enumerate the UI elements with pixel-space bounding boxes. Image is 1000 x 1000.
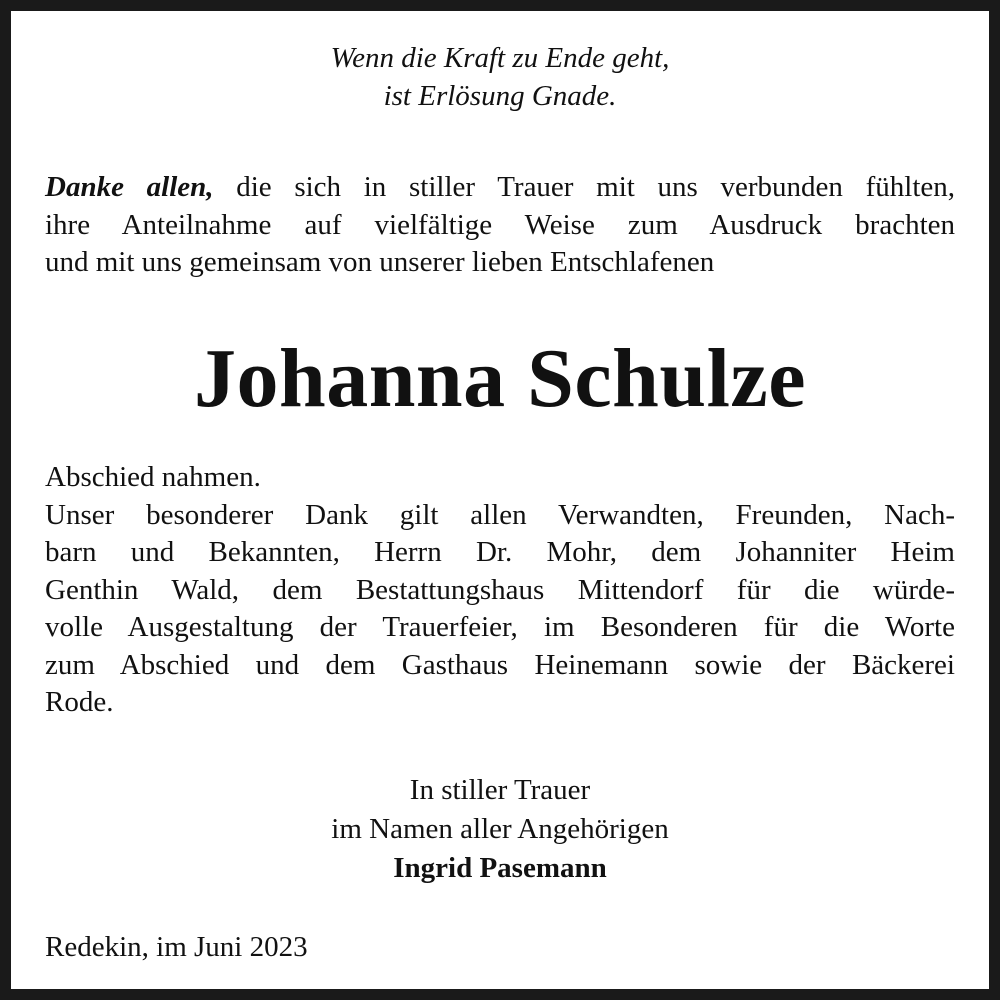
body-line-1: Abschied nahmen. (45, 461, 261, 493)
intro-line-3: und mit uns gemeinsam von unserer lieben Entschlafenen (45, 246, 715, 278)
deceased-name: Johanna Schulze (194, 332, 806, 425)
thanks-lead: Danke allen, (45, 171, 214, 203)
body-line-3: barn und Bekannten, Herrn Dr. Mohr, dem Johanniter Heim (45, 536, 955, 568)
intro-line-1-rest: die sich in stiller Trauer mit uns verbunden fühlten, (213, 171, 955, 203)
closing-line-1: In stiller Trauer (409, 774, 591, 806)
closing-signature (11, 771, 989, 888)
closing-line-2: im Namen aller Angehörigen (331, 813, 669, 845)
thanks-intro (45, 169, 955, 282)
body-line-4: Genthin Wald, dem Bestattungshaus Mittendorf für die würde- (45, 573, 955, 606)
body-line-7: Rode. (45, 686, 114, 718)
thanks-body (45, 459, 955, 722)
body-line-2: Unser besonderer Dank gilt allen Verwandten, Freunden, Nach- (45, 498, 955, 531)
body-line-6: zum Abschied und dem Gasthaus Heinemann sowie der Bäckerei (45, 648, 955, 681)
place-and-date: Redekin, im Juni 2023 (45, 931, 308, 963)
body-line-5: volle Ausgestaltung der Trauerfeier, im Besonderen für die Worte (45, 611, 955, 643)
intro-line-2: ihre Anteilnahme auf vielfältige Weise zum Ausdruck brachten (45, 208, 955, 241)
motto-line-1: Wenn die Kraft zu Ende geht, (330, 42, 670, 74)
motto-line-2: ist Erlösung Gnade. (383, 80, 617, 112)
motto-quote (11, 39, 989, 115)
signer-name: Ingrid Pasemann (393, 852, 607, 884)
intro-line-1 (45, 169, 955, 207)
